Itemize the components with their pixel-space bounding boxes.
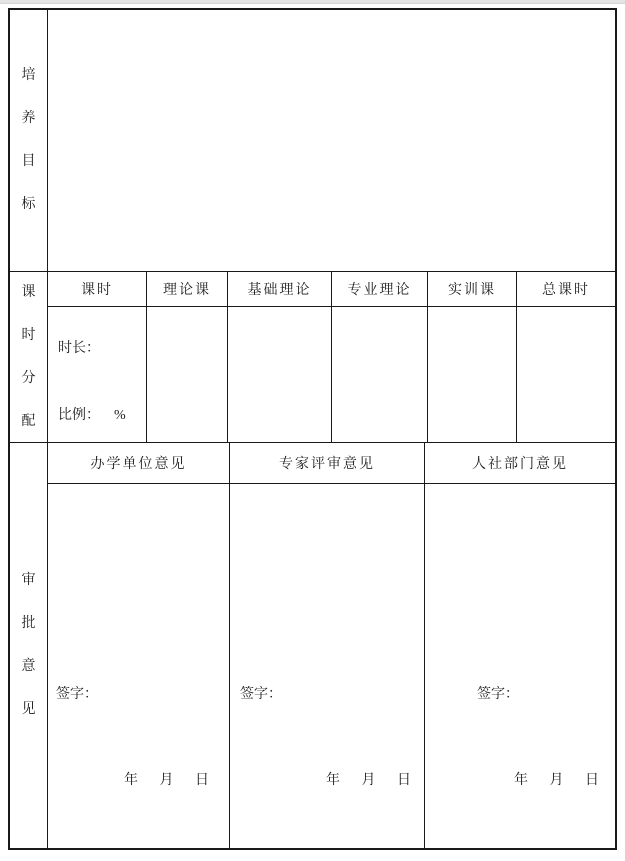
hours-header-cell: 总课时 bbox=[542, 283, 590, 298]
section-approval-opinions bbox=[10, 443, 615, 848]
approval-header-expert-review: 专家评审意见 bbox=[230, 443, 425, 483]
signature-label: 签字： bbox=[56, 687, 98, 702]
hours-header-row bbox=[48, 272, 615, 307]
hours-header-cell: 实训课 bbox=[428, 272, 517, 306]
approval-opinions-label bbox=[10, 443, 48, 848]
duration-label: 时长： bbox=[58, 341, 100, 356]
date-line: 年 月 日 bbox=[326, 773, 411, 788]
section-hours-allocation bbox=[10, 272, 615, 443]
form-table bbox=[8, 8, 617, 850]
label-char: 养 bbox=[21, 111, 36, 126]
label-char: 配 bbox=[21, 413, 36, 429]
label-char: 分 bbox=[21, 370, 36, 386]
ratio-label: 比例： bbox=[58, 408, 100, 423]
hours-empty-cell bbox=[228, 307, 332, 442]
hours-header-cell: 课时 bbox=[48, 272, 147, 306]
label-char: 审 bbox=[21, 573, 36, 588]
date-line: 年 月 日 bbox=[514, 773, 599, 788]
hours-body-row bbox=[48, 307, 615, 442]
approval-body-row bbox=[48, 484, 615, 848]
hours-allocation-label bbox=[10, 272, 48, 442]
label-char: 目 bbox=[21, 154, 36, 169]
viewer-top-edge bbox=[0, 0, 625, 4]
approval-opinion-cell-expert-review bbox=[230, 484, 425, 848]
approval-header-hr-department: 人社部门意见 bbox=[472, 457, 568, 472]
approval-header-row bbox=[48, 443, 615, 484]
approval-opinion-cell-hr-department bbox=[425, 484, 615, 848]
approval-opinion-cell-school-unit bbox=[48, 484, 230, 848]
date-line: 年 月 日 bbox=[124, 773, 209, 788]
hours-duration-ratio-cell bbox=[48, 307, 147, 442]
section-training-goal bbox=[10, 10, 615, 272]
label-char: 培 bbox=[21, 68, 36, 83]
training-goal-content-cell bbox=[48, 10, 615, 271]
label-char: 标 bbox=[21, 197, 36, 212]
label-char: 时 bbox=[21, 327, 36, 343]
hours-empty-cell bbox=[517, 307, 615, 442]
hours-empty-cell bbox=[428, 307, 517, 442]
hours-header-cell: 理论课 bbox=[147, 272, 228, 306]
label-char: 见 bbox=[21, 702, 36, 717]
hours-header-cell: 专业理论 bbox=[332, 272, 428, 306]
ratio-percent-sign: % bbox=[114, 408, 126, 423]
label-char: 意 bbox=[21, 659, 36, 674]
approval-header-school-unit: 办学单位意见 bbox=[48, 443, 230, 483]
hours-empty-cell bbox=[332, 307, 428, 442]
hours-empty-cell bbox=[147, 307, 228, 442]
signature-label: 签字： bbox=[240, 687, 282, 702]
hours-header-cell: 基础理论 bbox=[228, 272, 332, 306]
training-goal-label bbox=[10, 10, 48, 271]
label-char: 批 bbox=[21, 616, 36, 631]
signature-label: 签字： bbox=[477, 687, 519, 702]
label-char: 课 bbox=[21, 284, 36, 300]
